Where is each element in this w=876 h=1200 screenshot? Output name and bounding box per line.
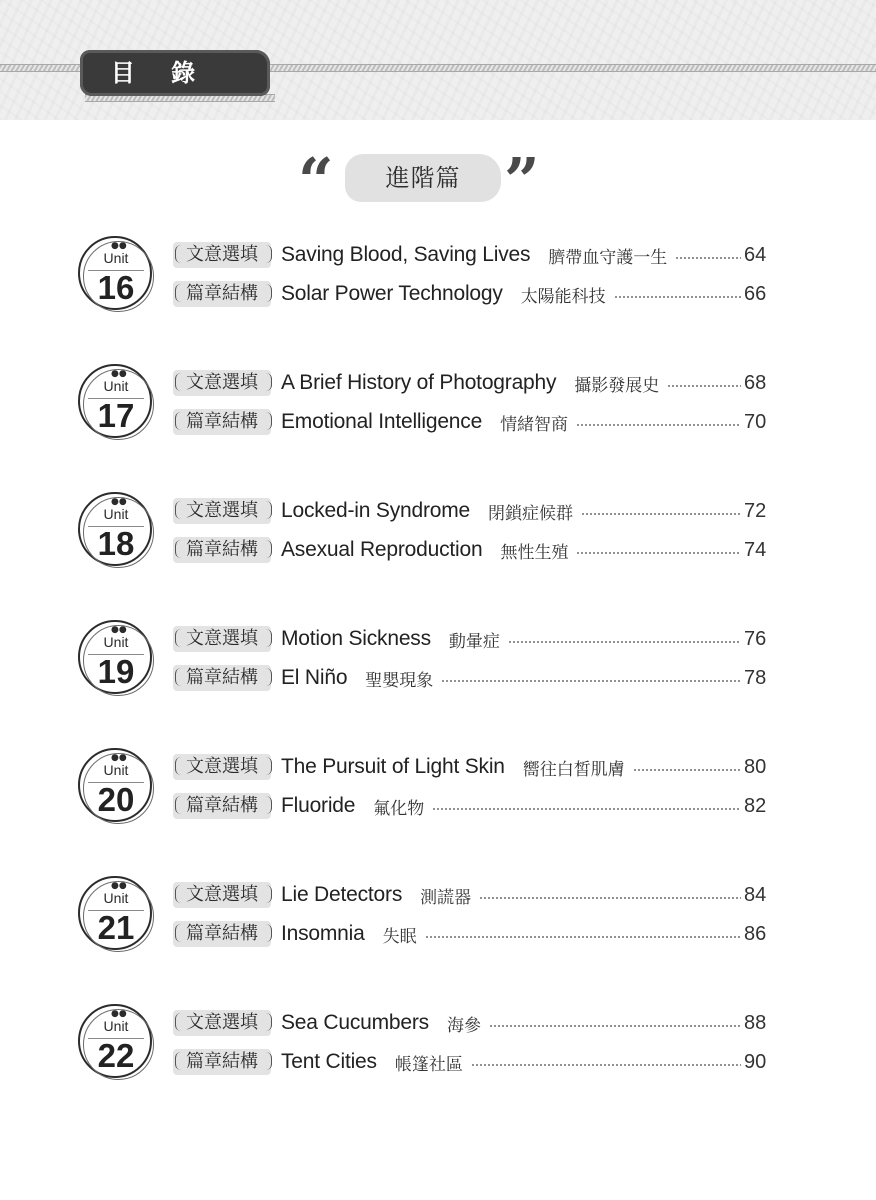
unit-number: 21 <box>97 909 135 946</box>
entry-title-en: Saving Blood, Saving Lives <box>281 243 531 266</box>
page-number: 72 <box>744 500 767 522</box>
dot-leader <box>471 1064 741 1066</box>
entry-title-en: Tent Cities <box>281 1050 377 1073</box>
entry-title-en: Emotional Intelligence <box>281 410 483 433</box>
toc-entry[interactable] <box>0 496 876 526</box>
entry-type-tag: 文意選填 <box>173 882 271 908</box>
unit-number: 20 <box>97 781 135 818</box>
toc-entry[interactable] <box>0 752 876 782</box>
entry-title-en: A Brief History of Photography <box>281 371 557 394</box>
unit-label: Unit <box>103 1018 129 1034</box>
entry-line <box>281 1008 741 1038</box>
unit-number: 17 <box>97 397 135 434</box>
face-icon: ●● <box>111 241 127 251</box>
entry-title-zh: 帳篷社區 <box>394 1054 463 1075</box>
unit-number: 16 <box>97 269 135 306</box>
face-icon: ●● <box>111 753 127 763</box>
page-number: 70 <box>744 411 767 433</box>
face-icon: ●● <box>111 497 127 507</box>
toc-entry[interactable] <box>0 535 876 565</box>
entry-title-zh: 攝影發展史 <box>574 375 660 396</box>
entry-type-tag: 篇章結構 <box>173 281 271 307</box>
entry-title-zh: 海參 <box>446 1015 481 1036</box>
entry-type-tag: 文意選填 <box>173 626 271 652</box>
entry-title-zh: 情緒智商 <box>500 414 569 435</box>
badge-divider <box>88 1038 144 1039</box>
entry-line <box>281 496 741 526</box>
section-heading <box>345 154 501 202</box>
entry-title-zh: 聖嬰現象 <box>365 670 434 691</box>
entry-type-tag: 篇章結構 <box>173 793 271 819</box>
page-number: 82 <box>744 795 767 817</box>
entry-title-en: The Pursuit of Light Skin <box>281 755 505 778</box>
badge-divider <box>88 270 144 271</box>
dot-leader <box>425 936 741 938</box>
close-quote-icon: ” <box>504 144 540 217</box>
face-icon: ●● <box>111 625 127 635</box>
header-tab <box>80 50 270 96</box>
unit-label: Unit <box>103 250 129 266</box>
entry-title-zh: 無性生殖 <box>500 542 569 563</box>
entry-line <box>281 919 741 949</box>
dot-leader <box>508 641 741 643</box>
dot-leader <box>581 513 741 515</box>
entry-type-tag: 文意選填 <box>173 242 271 268</box>
entry-title-zh: 太陽能科技 <box>520 286 606 307</box>
face-icon: ●● <box>111 369 127 379</box>
dot-leader <box>479 897 741 899</box>
face-icon: ●● <box>111 881 127 891</box>
unit-block <box>0 876 876 966</box>
dot-leader <box>489 1025 741 1027</box>
entry-line <box>281 880 741 910</box>
entry-title-zh: 閉鎖症候群 <box>488 503 573 524</box>
unit-block <box>0 748 876 838</box>
entry-title-en: El Niño <box>281 666 348 689</box>
page-number: 76 <box>744 628 767 650</box>
unit-block <box>0 620 876 710</box>
entry-title-en: Solar Power Technology <box>281 282 503 305</box>
unit-block <box>0 492 876 582</box>
entry-title-zh: 動暈症 <box>448 631 500 652</box>
unit-label: Unit <box>103 762 129 778</box>
entry-line <box>281 624 741 654</box>
toc-entry[interactable] <box>0 880 876 910</box>
entry-title-zh: 臍帶血守護一生 <box>548 247 668 268</box>
entry-line <box>281 535 741 565</box>
entry-title-en: Lie Detectors <box>281 883 403 906</box>
dot-leader <box>576 424 741 426</box>
entry-type-tag: 篇章結構 <box>173 537 271 563</box>
unit-number: 19 <box>97 653 135 690</box>
page-title: 目 錄 <box>110 59 210 87</box>
page-number: 74 <box>744 539 767 561</box>
entry-title-en: Sea Cucumbers <box>281 1011 429 1034</box>
entry-type-tag: 篇章結構 <box>173 665 271 691</box>
unit-block <box>0 1004 876 1094</box>
open-quote-icon: “ <box>298 144 334 217</box>
entry-title-en: Insomnia <box>281 922 365 945</box>
entry-type-tag: 文意選填 <box>173 498 271 524</box>
badge-divider <box>88 398 144 399</box>
badge-divider <box>88 782 144 783</box>
entry-title-en: Asexual Reproduction <box>281 538 483 561</box>
toc-entry[interactable] <box>0 279 876 309</box>
entry-type-tag: 篇章結構 <box>173 1049 271 1075</box>
unit-label: Unit <box>103 506 129 522</box>
dot-leader <box>576 552 741 554</box>
entry-title-zh: 失眠 <box>382 926 417 947</box>
entry-title-en: Motion Sickness <box>281 627 431 650</box>
dot-leader <box>633 769 741 771</box>
unit-label: Unit <box>103 634 129 650</box>
page-number: 90 <box>744 1051 767 1073</box>
dot-leader <box>432 808 741 810</box>
entry-type-tag: 篇章結構 <box>173 409 271 435</box>
page-number: 78 <box>744 667 767 689</box>
toc-entry[interactable] <box>0 663 876 693</box>
toc-entry[interactable] <box>0 624 876 654</box>
section-title: 進階篇 <box>385 164 461 192</box>
toc-entry[interactable] <box>0 1008 876 1038</box>
entry-title-en: Fluoride <box>281 794 356 817</box>
badge-divider <box>88 526 144 527</box>
toc-entry[interactable] <box>0 407 876 437</box>
entry-title-zh: 嚮往白皙肌膚 <box>522 759 625 780</box>
entry-line <box>281 368 741 398</box>
page-number: 68 <box>744 372 767 394</box>
unit-number: 18 <box>97 525 135 562</box>
entry-type-tag: 篇章結構 <box>173 921 271 947</box>
entry-line <box>281 663 741 693</box>
unit-number: 22 <box>97 1037 135 1074</box>
entry-title-zh: 測謊器 <box>420 887 472 908</box>
entry-line <box>281 407 741 437</box>
dot-leader <box>614 296 741 298</box>
dot-leader <box>675 257 741 259</box>
page-number: 66 <box>744 283 767 305</box>
entry-line <box>281 752 741 782</box>
entry-type-tag: 文意選填 <box>173 1010 271 1036</box>
entry-title-zh: 氟化物 <box>373 798 425 819</box>
entry-line <box>281 279 741 309</box>
face-icon: ●● <box>111 1009 127 1019</box>
page-number: 88 <box>744 1012 767 1034</box>
page-number: 84 <box>744 884 767 906</box>
dot-leader <box>441 680 741 682</box>
entry-line <box>281 240 741 270</box>
dot-leader <box>667 385 741 387</box>
toc-entry[interactable] <box>0 368 876 398</box>
toc-entry[interactable] <box>0 791 876 821</box>
badge-divider <box>88 910 144 911</box>
page-number: 64 <box>744 244 767 266</box>
toc-entry[interactable] <box>0 1047 876 1077</box>
entry-type-tag: 文意選填 <box>173 754 271 780</box>
page-number: 80 <box>744 756 767 778</box>
unit-block <box>0 364 876 454</box>
page-number: 86 <box>744 923 767 945</box>
toc-entry[interactable] <box>0 919 876 949</box>
entry-type-tag: 文意選填 <box>173 370 271 396</box>
unit-label: Unit <box>103 890 129 906</box>
badge-divider <box>88 654 144 655</box>
entry-line <box>281 1047 741 1077</box>
toc-entry[interactable] <box>0 240 876 270</box>
entry-line <box>281 791 741 821</box>
unit-block <box>0 236 876 326</box>
entry-title-en: Locked-in Syndrome <box>281 499 470 522</box>
unit-label: Unit <box>103 378 129 394</box>
